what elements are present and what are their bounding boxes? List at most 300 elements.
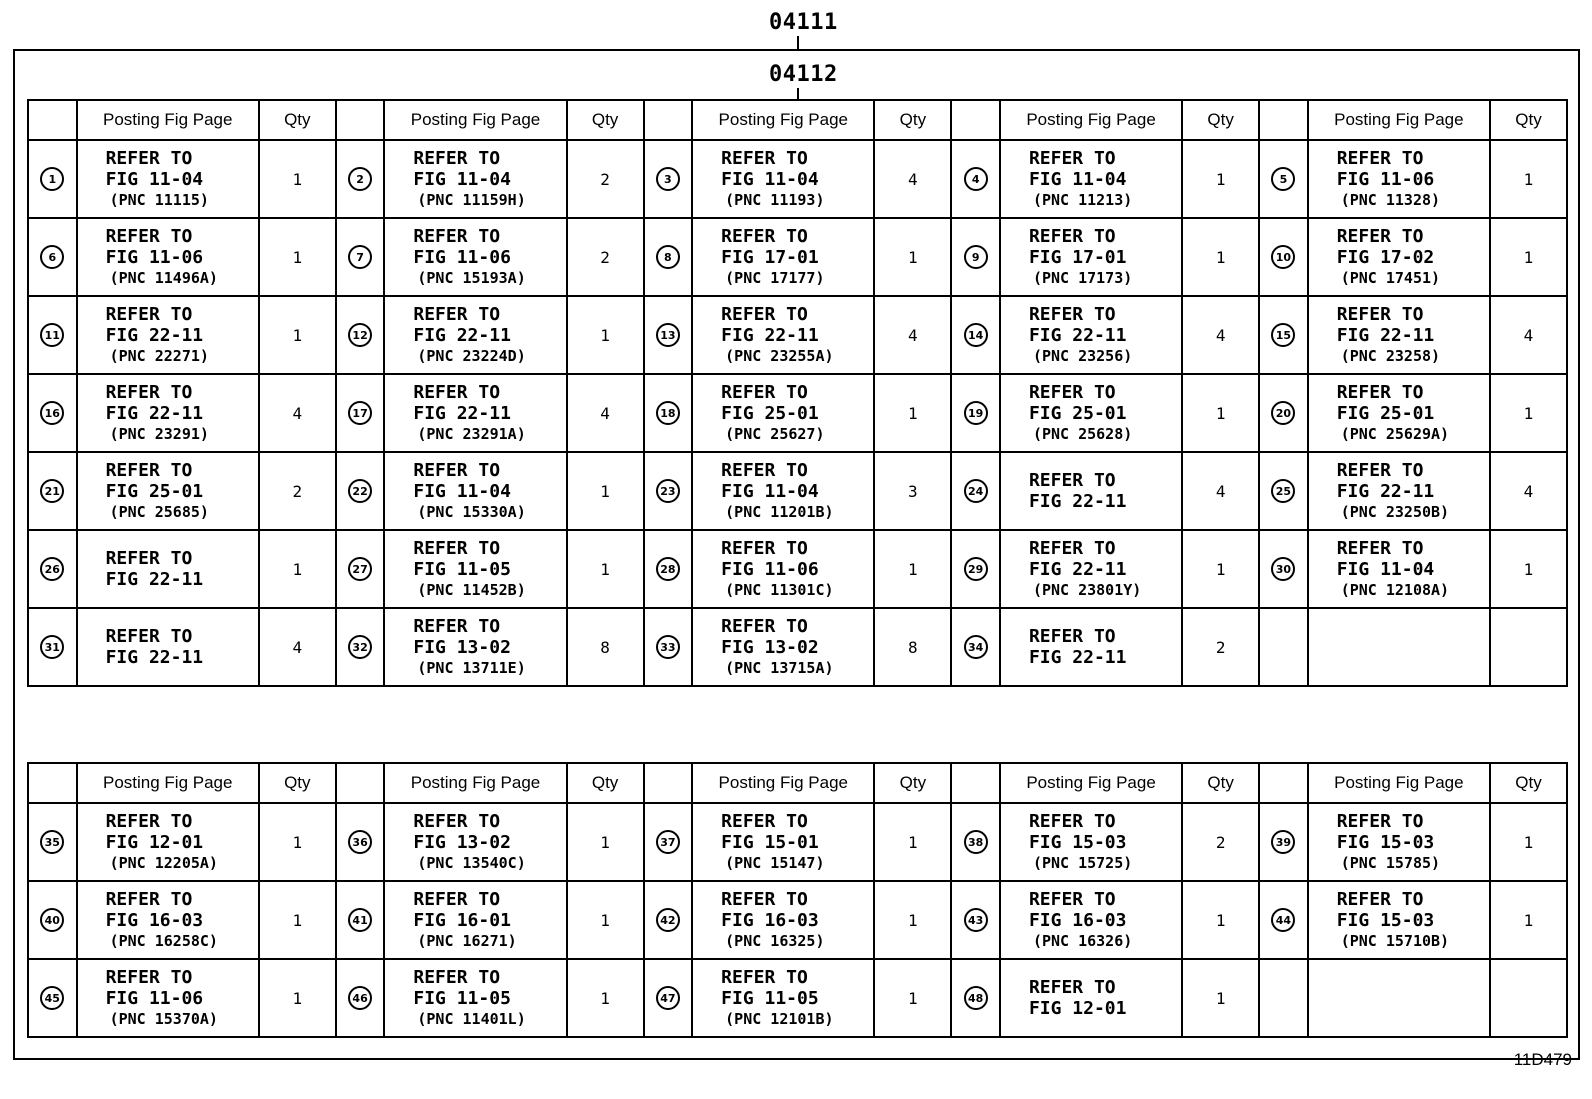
header-qty: Qty [1490,763,1567,803]
qty-cell: 1 [567,959,644,1037]
refer-to-text: REFER TO [1336,303,1424,325]
fig-reference: FIG 11-06 [105,987,204,1009]
item-number-cell [644,374,693,452]
header-posting-fig-page: Posting Fig Page [1000,763,1182,803]
pnc-reference: (PNC 23291A) [417,424,526,443]
item-number-circle: 17 [348,401,372,425]
item-number-cell [28,530,77,608]
header-index-cell [644,763,693,803]
fig-reference: FIG 22-11 [413,402,511,424]
item-number-circle: 48 [964,986,988,1010]
posting-fig-cell [1000,374,1182,452]
item-number-cell [336,218,385,296]
header-posting-fig-page: Posting Fig Page [384,100,566,140]
pnc-reference: (PNC 11452B) [417,580,526,599]
item-number-cell [1259,452,1308,530]
fig-reference: FIG 11-05 [413,558,511,580]
fig-reference: FIG 22-11 [413,324,511,346]
qty-cell: 1 [1182,374,1259,452]
item-number-circle: 9 [964,245,988,269]
pnc-reference: (PNC 15193A) [417,268,526,287]
item-number-cell [1259,881,1308,959]
posting-fig-cell [1308,374,1490,452]
header-index-cell [28,763,77,803]
refer-to-text: REFER TO [413,147,501,169]
posting-fig-cell [384,959,566,1037]
item-number-cell [644,959,693,1037]
pnc-reference: (PNC 13711E) [417,658,526,677]
refer-to-text: REFER TO [105,147,193,169]
posting-fig-cell [1308,530,1490,608]
item-number-cell [336,608,385,686]
header-index-cell [951,100,1000,140]
parts-table-bottom [27,762,1568,1038]
fig-reference: FIG 11-04 [413,480,511,502]
fig-reference: FIG 25-01 [1336,402,1435,424]
assembly-label-04112: 04112 [769,62,838,87]
posting-fig-cell [1000,140,1182,218]
pnc-reference: (PNC 11401L) [417,1009,526,1028]
fig-reference: FIG 15-03 [1028,831,1127,853]
refer-to-text: REFER TO [105,303,193,325]
item-number-cell [1259,530,1308,608]
refer-to-text: REFER TO [105,548,193,569]
posting-fig-cell [384,218,566,296]
fig-reference: FIG 16-03 [721,909,819,931]
qty-cell: 1 [259,296,336,374]
item-number-circle: 5 [1271,167,1295,191]
refer-to-text: REFER TO [1028,626,1116,647]
refer-to-text: REFER TO [721,888,808,910]
header-qty: Qty [1182,100,1259,140]
item-number-circle: 28 [656,557,680,581]
item-number-circle: 2 [348,167,372,191]
item-number-circle: 41 [348,908,372,932]
fig-reference: FIG 11-06 [721,558,819,580]
pnc-reference: (PNC 25629A) [1340,424,1450,443]
pnc-reference: (PNC 23258) [1340,346,1441,365]
item-number-cell [28,140,77,218]
refer-to-text: REFER TO [413,303,501,325]
fig-reference: FIG 22-11 [721,324,819,346]
fig-reference: FIG 11-04 [105,168,204,190]
fig-reference: FIG 22-11 [1028,324,1127,346]
pnc-reference: (PNC 11193) [725,190,825,209]
posting-fig-cell [1000,803,1182,881]
refer-to-text: REFER TO [1028,537,1116,559]
leader-line-04111 [797,36,799,49]
item-number-cell [951,803,1000,881]
posting-fig-cell [1000,608,1182,686]
qty-cell: 1 [259,218,336,296]
pnc-reference: (PNC 15147) [725,853,825,872]
item-number-cell [28,218,77,296]
posting-fig-cell [77,452,259,530]
refer-to-text: REFER TO [413,810,501,832]
item-number-circle: 4 [964,167,988,191]
posting-fig-cell [1000,296,1182,374]
qty-cell: 2 [259,452,336,530]
posting-fig-cell [1000,530,1182,608]
qty-cell: 1 [874,959,951,1037]
qty-cell: 1 [567,296,644,374]
pnc-reference: (PNC 23291) [109,424,209,443]
pnc-reference: (PNC 11496A) [109,268,218,287]
posting-fig-cell [1000,881,1182,959]
pnc-reference: (PNC 13540C) [417,853,526,872]
qty-cell: 4 [874,140,951,218]
qty-cell: 2 [1182,803,1259,881]
posting-fig-cell [692,608,874,686]
posting-fig-cell [1000,452,1182,530]
empty-cell [1308,608,1490,686]
item-number-cell [951,959,1000,1037]
qty-cell: 1 [874,881,951,959]
fig-reference: FIG 22-11 [1028,647,1127,668]
qty-cell: 1 [874,374,951,452]
pnc-reference: (PNC 17177) [725,268,825,287]
refer-to-text: REFER TO [1336,810,1424,832]
fig-reference: FIG 17-02 [1336,246,1435,268]
posting-fig-cell [692,374,874,452]
header-row [28,763,1567,803]
item-number-circle: 8 [656,245,680,269]
qty-cell: 8 [567,608,644,686]
pnc-reference: (PNC 16325) [725,931,825,950]
refer-to-text: REFER TO [721,966,808,988]
pnc-reference: (PNC 11328) [1340,190,1441,209]
posting-fig-cell [384,881,566,959]
pnc-reference: (PNC 12205A) [109,853,218,872]
refer-to-text: REFER TO [1336,459,1424,481]
fig-reference: FIG 11-04 [1028,168,1127,190]
refer-to-text: REFER TO [413,888,501,910]
qty-cell: 4 [1182,452,1259,530]
qty-cell: 1 [1490,140,1567,218]
posting-fig-cell [77,803,259,881]
qty-cell: 1 [1490,374,1567,452]
item-number-circle: 13 [656,323,680,347]
refer-to-text: REFER TO [413,966,501,988]
qty-cell: 1 [1490,881,1567,959]
header-posting-fig-page: Posting Fig Page [1308,763,1490,803]
posting-fig-cell [1308,140,1490,218]
item-number-cell [644,452,693,530]
refer-to-text: REFER TO [1028,303,1116,325]
qty-cell: 1 [1490,218,1567,296]
refer-to-text: REFER TO [721,381,808,403]
posting-fig-cell [1308,296,1490,374]
item-number-circle: 21 [40,479,64,503]
empty-cell [1308,959,1490,1037]
item-number-cell [1259,296,1308,374]
pnc-reference: (PNC 11201B) [725,502,834,521]
fig-reference: FIG 22-11 [105,647,204,668]
qty-cell: 4 [259,374,336,452]
pnc-reference: (PNC 22271) [109,346,209,365]
header-index-cell [336,763,385,803]
refer-to-text: REFER TO [721,459,808,481]
fig-reference: FIG 15-01 [721,831,819,853]
header-index-cell [28,100,77,140]
fig-reference: FIG 11-04 [1336,558,1435,580]
fig-reference: FIG 12-01 [1028,998,1127,1019]
refer-to-text: REFER TO [721,303,808,325]
qty-cell: 1 [1182,881,1259,959]
posting-fig-cell [1308,881,1490,959]
posting-fig-cell [77,218,259,296]
item-number-cell [951,218,1000,296]
pnc-reference: (PNC 16326) [1032,931,1133,950]
item-number-cell [644,296,693,374]
pnc-reference: (PNC 13715A) [725,658,834,677]
fig-reference: FIG 22-11 [1028,558,1127,580]
item-number-circle: 22 [348,479,372,503]
fig-reference: FIG 11-05 [721,987,819,1009]
qty-cell: 4 [567,374,644,452]
posting-fig-cell [77,374,259,452]
refer-to-text: REFER TO [1028,381,1116,403]
item-number-circle: 37 [656,830,680,854]
qty-cell: 1 [259,959,336,1037]
table-row [28,452,1567,530]
fig-reference: FIG 17-01 [721,246,819,268]
fig-reference: FIG 11-06 [413,246,511,268]
pnc-reference: (PNC 11301C) [725,580,834,599]
item-number-circle: 19 [964,401,988,425]
item-number-cell [951,452,1000,530]
refer-to-text: REFER TO [721,147,808,169]
fig-reference: FIG 12-01 [105,831,204,853]
qty-cell: 4 [874,296,951,374]
header-posting-fig-page: Posting Fig Page [77,100,259,140]
item-number-circle: 32 [348,635,372,659]
refer-to-text: REFER TO [1336,381,1424,403]
header-posting-fig-page: Posting Fig Page [692,763,874,803]
table-row [28,608,1567,686]
refer-to-text: REFER TO [1028,147,1116,169]
qty-cell: 1 [1182,140,1259,218]
refer-to-text: REFER TO [1028,225,1116,247]
posting-fig-cell [384,530,566,608]
item-number-circle: 44 [1271,908,1295,932]
qty-cell: 2 [567,140,644,218]
posting-fig-cell [1000,959,1182,1037]
pnc-reference: (PNC 17451) [1340,268,1441,287]
item-number-circle: 16 [40,401,64,425]
fig-reference: FIG 11-04 [413,168,511,190]
fig-reference: FIG 22-11 [105,324,204,346]
item-number-cell [28,959,77,1037]
item-number-cell [644,140,693,218]
item-number-cell [336,296,385,374]
item-number-circle: 18 [656,401,680,425]
pnc-reference: (PNC 15370A) [109,1009,218,1028]
table-row [28,140,1567,218]
refer-to-text: REFER TO [105,225,193,247]
refer-to-text: REFER TO [721,225,808,247]
pnc-reference: (PNC 15785) [1340,853,1441,872]
qty-cell: 1 [1182,959,1259,1037]
item-number-cell [644,608,693,686]
refer-to-text: REFER TO [413,225,501,247]
item-number-cell [336,452,385,530]
fig-reference: FIG 11-06 [105,246,204,268]
fig-reference: FIG 15-03 [1336,909,1435,931]
refer-to-text: REFER TO [105,381,193,403]
qty-cell: 1 [567,803,644,881]
item-number-circle: 11 [40,323,64,347]
header-posting-fig-page: Posting Fig Page [1308,100,1490,140]
item-number-circle: 43 [964,908,988,932]
header-index-cell [336,100,385,140]
fig-reference: FIG 22-11 [105,569,204,590]
refer-to-text: REFER TO [1028,810,1116,832]
item-number-circle: 31 [40,635,64,659]
posting-fig-cell [384,374,566,452]
item-number-cell [336,803,385,881]
item-number-cell [1259,374,1308,452]
item-number-circle: 38 [964,830,988,854]
posting-fig-cell [1308,218,1490,296]
qty-cell: 1 [259,530,336,608]
header-index-cell [644,100,693,140]
header-qty: Qty [874,763,951,803]
qty-cell: 1 [567,881,644,959]
item-number-cell [336,140,385,218]
empty-cell [1490,608,1567,686]
posting-fig-cell [77,959,259,1037]
refer-to-text: REFER TO [1028,977,1116,998]
qty-cell: 4 [1490,296,1567,374]
pnc-reference: (PNC 11213) [1032,190,1133,209]
header-qty: Qty [567,763,644,803]
refer-to-text: REFER TO [721,615,808,637]
refer-to-text: REFER TO [1336,537,1424,559]
table-row [28,218,1567,296]
pnc-reference: (PNC 15725) [1032,853,1133,872]
item-number-circle: 33 [656,635,680,659]
item-number-cell [1259,218,1308,296]
qty-cell: 2 [567,218,644,296]
item-number-circle: 3 [656,167,680,191]
qty-cell: 1 [1182,218,1259,296]
qty-cell: 8 [874,608,951,686]
fig-reference: FIG 13-02 [721,636,819,658]
item-number-circle: 40 [40,908,64,932]
fig-reference: FIG 25-01 [721,402,819,424]
refer-to-text: REFER TO [1028,888,1116,910]
qty-cell: 1 [874,530,951,608]
table-row [28,374,1567,452]
fig-reference: FIG 13-02 [413,636,511,658]
pnc-reference: (PNC 23255A) [725,346,834,365]
fig-reference: FIG 22-11 [105,402,204,424]
posting-fig-cell [77,608,259,686]
table-row [28,803,1567,881]
item-number-circle: 20 [1271,401,1295,425]
pnc-reference: (PNC 17173) [1032,268,1133,287]
posting-fig-cell [692,218,874,296]
item-number-cell [336,374,385,452]
pnc-reference: (PNC 11115) [109,190,209,209]
item-number-cell [336,959,385,1037]
assembly-label-04111: 04111 [769,10,838,35]
pnc-reference: (PNC 25627) [725,424,825,443]
item-number-cell [336,530,385,608]
qty-cell: 1 [1490,803,1567,881]
pnc-reference: (PNC 23256) [1032,346,1133,365]
pnc-reference: (PNC 15710B) [1340,931,1450,950]
item-number-cell [951,881,1000,959]
header-qty: Qty [1490,100,1567,140]
posting-fig-cell [1308,803,1490,881]
item-number-circle: 26 [40,557,64,581]
posting-fig-cell [384,140,566,218]
fig-reference: FIG 11-05 [413,987,511,1009]
item-number-cell [1259,803,1308,881]
posting-fig-cell [384,608,566,686]
item-number-circle: 34 [964,635,988,659]
table-row [28,530,1567,608]
refer-to-text: REFER TO [413,381,501,403]
header-index-cell [1259,100,1308,140]
table-row [28,959,1567,1037]
item-number-cell [951,530,1000,608]
item-number-circle: 6 [40,245,64,269]
fig-reference: FIG 16-01 [413,909,511,931]
posting-fig-cell [1000,218,1182,296]
qty-cell: 1 [874,218,951,296]
item-number-circle: 15 [1271,323,1295,347]
fig-reference: FIG 22-11 [1336,324,1435,346]
item-number-cell [644,803,693,881]
posting-fig-cell [77,140,259,218]
item-number-circle: 12 [348,323,372,347]
posting-fig-cell [692,530,874,608]
item-number-circle: 35 [40,830,64,854]
refer-to-text: REFER TO [413,459,501,481]
pnc-reference: (PNC 15330A) [417,502,526,521]
fig-reference: FIG 11-04 [721,480,819,502]
item-number-cell [28,881,77,959]
qty-cell: 4 [1182,296,1259,374]
posting-fig-cell [692,959,874,1037]
empty-cell [1490,959,1567,1037]
posting-fig-cell [1308,452,1490,530]
qty-cell: 1 [1182,530,1259,608]
fig-reference: FIG 16-03 [1028,909,1127,931]
refer-to-text: REFER TO [105,966,193,988]
qty-cell: 4 [1490,452,1567,530]
item-number-circle: 7 [348,245,372,269]
pnc-reference: (PNC 16258C) [109,931,218,950]
pnc-reference: (PNC 11159H) [417,190,526,209]
item-number-cell [28,608,77,686]
fig-reference: FIG 13-02 [413,831,511,853]
fig-reference: FIG 25-01 [1028,402,1127,424]
item-number-circle: 36 [348,830,372,854]
header-posting-fig-page: Posting Fig Page [692,100,874,140]
pnc-reference: (PNC 16271) [417,931,517,950]
fig-reference: FIG 15-03 [1336,831,1435,853]
refer-to-text: REFER TO [1028,470,1116,491]
item-number-cell [28,374,77,452]
pnc-reference: (PNC 12108A) [1340,580,1450,599]
posting-fig-cell [77,881,259,959]
posting-fig-cell [77,530,259,608]
posting-fig-cell [384,803,566,881]
